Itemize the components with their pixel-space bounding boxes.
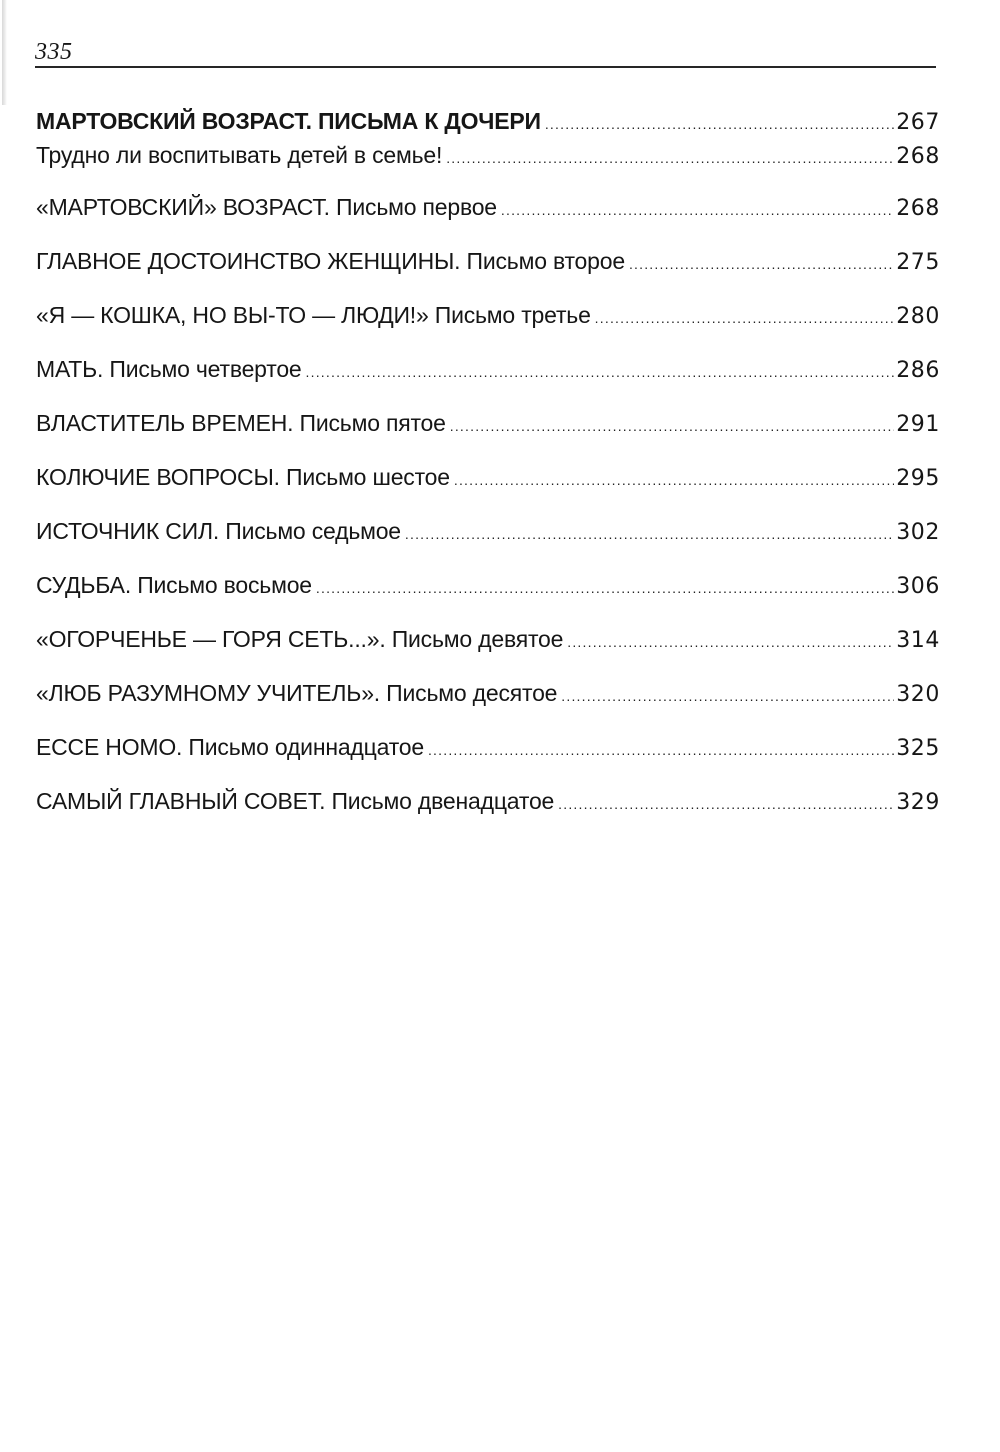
toc-entry-page: 268 [896,196,940,221]
dot-leader [428,742,894,758]
toc-entry-page: 291 [896,412,940,437]
toc-entry-page: 286 [896,358,940,383]
toc-entry-title: СУДЬБА. Письмо восьмое [36,572,312,598]
toc-heading-page: 267 [896,110,940,135]
toc-entry-page: 314 [896,628,940,653]
dot-leader [561,688,894,704]
toc-entry [36,410,940,464]
dot-leader [545,116,894,132]
toc-entry-title: КОЛЮЧИЕ ВОПРОСЫ. Письмо шестое [36,464,450,490]
toc-entry-title: «ОГОРЧЕНЬЕ — ГОРЯ СЕТЬ...». Письмо девятое [36,626,564,652]
toc-entry [36,572,940,626]
toc-entry [36,464,940,518]
toc-entry-title: МАТЬ. Письмо четвертое [36,356,302,382]
toc-entry-page: 295 [896,466,940,491]
toc-entry-page: 329 [896,790,940,815]
toc-heading-title: МАРТОВСКИЙ ВОЗРАСТ. ПИСЬМА К ДОЧЕРИ [36,108,541,134]
dot-leader [558,796,894,812]
dot-leader [450,418,894,434]
toc-intro-title: Трудно ли воспитывать детей в семье! [36,142,443,168]
dot-leader [405,526,894,542]
toc-entry [36,248,940,302]
toc-entry-page: 320 [896,682,940,707]
toc-entry-title: «Я — КОШКА, НО ВЫ-ТО — ЛЮДИ!» Письмо третье [36,302,591,328]
dot-leader [595,310,895,326]
running-head [35,36,936,68]
dot-leader [316,580,894,596]
toc-entry-title: ECCE HOMO. Письмо одиннадцатое [36,734,424,760]
toc-entry-title: «ЛЮБ РАЗУМНОМУ УЧИТЕЛЬ». Письмо десятое [36,680,558,706]
dot-leader [629,256,894,272]
toc-intro-page: 268 [896,144,940,169]
toc-entry [36,302,940,356]
toc-intro [36,142,940,194]
toc-entry [36,626,940,680]
toc-entry-page: 302 [896,520,940,545]
toc-entry-page: 275 [896,250,940,275]
toc-entry [36,518,940,572]
dot-leader [306,364,895,380]
toc-section-heading [36,108,940,142]
toc-entry [36,680,940,734]
toc-entry-title: САМЫЙ ГЛАВНЫЙ СОВЕТ. Письмо двенадцатое [36,788,555,814]
toc-entry-page: 280 [896,304,940,329]
toc-entry [36,356,940,410]
dot-leader [446,150,894,166]
page-number: 335 [35,39,73,65]
toc-entry [36,788,940,842]
dot-leader [501,202,894,218]
toc-entry-page: 325 [896,736,940,761]
toc-entry-title: ВЛАСТИТЕЛЬ ВРЕМЕН. Письмо пятое [36,410,446,436]
toc-entry-title: «МАРТОВСКИЙ» ВОЗРАСТ. Письмо первое [36,194,497,220]
scan-edge-shadow [2,0,7,105]
dot-leader [454,472,894,488]
table-of-contents [36,108,940,842]
toc-entry-title: ГЛАВНОЕ ДОСТОИНСТВО ЖЕНЩИНЫ. Письмо второе [36,248,625,274]
dot-leader [567,634,894,650]
toc-entry [36,194,940,248]
toc-entry-title: ИСТОЧНИК СИЛ. Письмо седьмое [36,518,401,544]
toc-entry-page: 306 [896,574,940,599]
toc-entry [36,734,940,788]
